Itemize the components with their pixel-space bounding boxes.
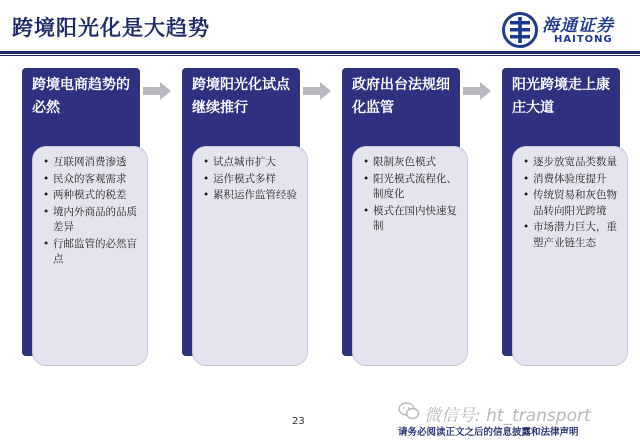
bullet-icon: • [43, 156, 50, 168]
bullet-icon: • [523, 156, 530, 168]
logo-chinese-name: 海通证券 [542, 16, 614, 36]
bullet-icon: • [43, 189, 50, 201]
bullet-icon: • [363, 204, 370, 217]
bullet-item: • 行邮监管的必然盲点 [43, 237, 137, 265]
bullet-icon: • [43, 205, 50, 218]
legal-disclaimer: 请务必阅读正文之后的信息披露和法律声明 [398, 427, 579, 438]
bullet-item: • 累积运作监管经验 [203, 188, 301, 204]
stage-bullet-box [512, 146, 628, 366]
bullet-item: • 限制灰色模式 [363, 155, 461, 171]
bullet-item: • 两种模式的税差 [43, 188, 141, 204]
bullet-item: • 境内外商品的品质差异 [43, 205, 137, 233]
bullet-item: • 互联网消费渗透 [43, 155, 141, 171]
haitong-logo-icon [502, 12, 538, 48]
stage-title: 跨境阳光化试点继续推行 [192, 77, 290, 116]
bullet-item: • 消费体验度提升 [523, 172, 621, 188]
header-divider [0, 51, 640, 54]
bullet-item: • 阳光模式流程化、制度化 [363, 172, 457, 200]
stage-title: 政府出台法规细化监管 [352, 77, 450, 116]
bullet-icon: • [363, 172, 370, 185]
bullet-icon: • [363, 156, 370, 168]
stage-title: 阳光跨境走上康庄大道 [512, 77, 610, 116]
wechat-icon [398, 401, 420, 421]
bullet-icon: • [523, 172, 530, 185]
logo-english-name: HAITONG [554, 34, 613, 45]
haitong-logo [502, 10, 630, 50]
flow-arrow-icon [143, 82, 171, 100]
wechat-id-label: 微信号: ht_transport [424, 406, 591, 426]
stage-bullet-box [32, 146, 148, 366]
bullet-item: • 运作模式多样 [203, 172, 301, 188]
stage-bullet-box [192, 146, 308, 366]
bullet-icon: • [43, 172, 50, 185]
page-number: 23 [292, 416, 305, 427]
bullet-icon: • [203, 189, 210, 201]
bullet-icon: • [43, 237, 50, 250]
bullet-item: • 民众的客观需求 [43, 172, 141, 188]
stage-title: 跨境电商趋势的必然 [32, 77, 130, 116]
bullet-icon: • [203, 156, 210, 168]
bullet-item: • 市场潜力巨大，重塑产业链生态 [523, 221, 617, 249]
bullet-item: • 试点城市扩大 [203, 155, 301, 171]
bullet-item: • 模式在国内快速复制 [363, 204, 457, 232]
bullet-icon: • [523, 189, 530, 201]
bullet-icon: • [203, 172, 210, 185]
page-title: 跨境阳光化是大趋势 [12, 15, 210, 40]
wechat-watermark [398, 399, 628, 425]
bullet-item: • 逐步放宽品类数量 [523, 155, 621, 171]
stage-bullet-box [352, 146, 468, 366]
flow-arrow-icon [303, 82, 331, 100]
flow-arrow-icon [463, 82, 491, 100]
bullet-icon: • [523, 221, 530, 233]
header-divider-thin [0, 55, 640, 56]
bullet-item: • 传统贸易和灰色物品转向阳光跨境 [523, 189, 617, 217]
